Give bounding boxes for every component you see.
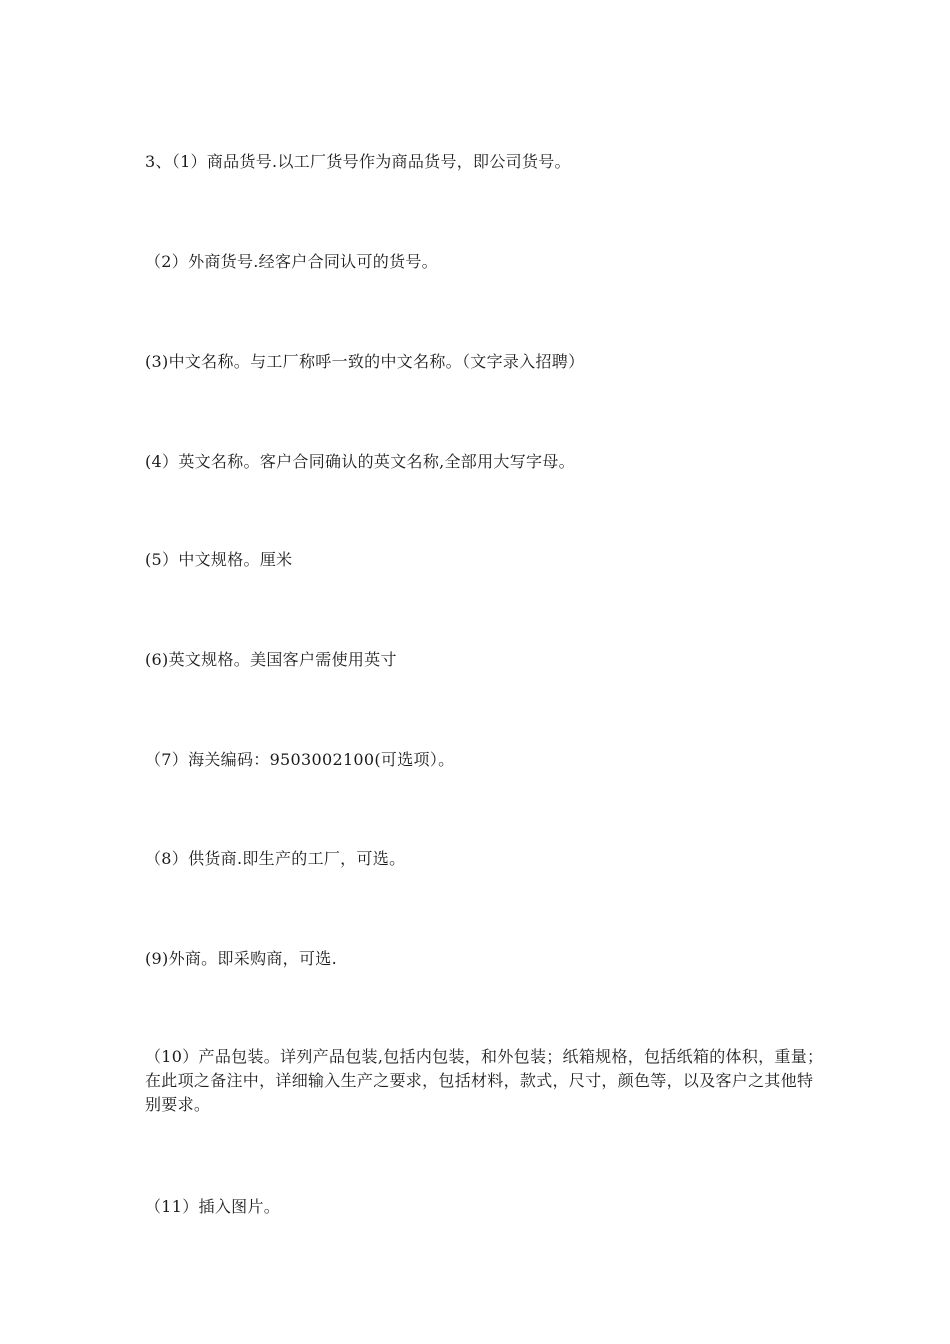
paragraph-insert-picture: （11）插入图片。 [145, 1197, 281, 1216]
paragraph-supplier: （8）供货商.即生产的工厂，可选。 [145, 849, 406, 868]
paragraph-buyer-item-no: （2）外商货号.经客户合同认可的货号。 [145, 252, 438, 271]
paragraph-foreign-buyer: (9)外商。即采购商，可选. [145, 949, 337, 968]
paragraph-chinese-spec: (5）中文规格。厘米 [145, 550, 293, 569]
paragraph-customs-code: （7）海关编码：9503002100(可选项）。 [145, 750, 455, 769]
paragraph-english-name: (4）英文名称。客户合同确认的英文名称,全部用大写字母。 [145, 452, 575, 471]
paragraph-chinese-name: (3)中文名称。与工厂称呼一致的中文名称。（文字录入招聘） [145, 352, 585, 371]
paragraph-english-spec: (6)英文规格。美国客户需使用英寸 [145, 650, 397, 669]
paragraph-product-packaging: （10）产品包装。详列产品包装,包括内包装，和外包装；纸箱规格，包括纸箱的体积，重量；在此项之备注中，详细输入生产之要求，包括材料，款式，尺寸，颜色等，以及客户之其他特别要求。 [145, 1047, 824, 1114]
paragraph-item-no: 3、（1）商品货号.以工厂货号作为商品货号，即公司货号。 [145, 152, 571, 171]
